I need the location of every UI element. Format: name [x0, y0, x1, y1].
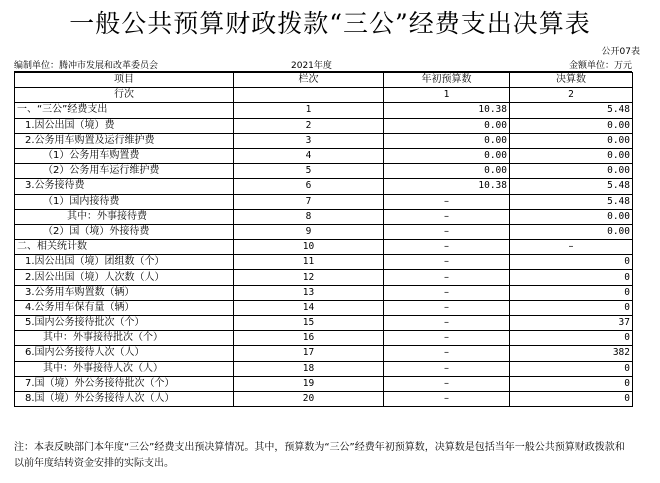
header-item: 项目: [15, 73, 234, 88]
table-row: [15, 164, 633, 179]
row-budget: –: [384, 300, 510, 315]
row-line: 9: [234, 224, 384, 239]
table-row: [15, 300, 633, 315]
row-item: 其中：外事接待批次（个）: [15, 331, 234, 346]
row-item: 3.公务用车购置数（辆）: [15, 285, 234, 300]
expenditure-table: [14, 72, 633, 407]
row-final: 0.00: [510, 209, 633, 224]
row-line: 19: [234, 376, 384, 391]
row-budget: –: [384, 361, 510, 376]
row-final: 0.00: [510, 133, 633, 148]
row-budget: 0.00: [384, 148, 510, 163]
table-row: [15, 133, 633, 148]
row-item: （1）国内接待费: [15, 194, 234, 209]
row-budget: –: [384, 391, 510, 406]
row-line: 2: [234, 118, 384, 133]
row-item: 8.国（境）外公务接待人次（人）: [15, 391, 234, 406]
subheader-item: 行次: [15, 88, 234, 103]
row-item: 1.因公出国（境）费: [15, 118, 234, 133]
row-line: 6: [234, 179, 384, 194]
table-row: [15, 148, 633, 163]
row-line: 8: [234, 209, 384, 224]
report-year: 2021年度: [291, 61, 332, 71]
row-item: 1.因公出国（境）团组数（个）: [15, 255, 234, 270]
table-row: [15, 224, 633, 239]
table-row: [15, 240, 633, 255]
row-final: 0: [510, 300, 633, 315]
row-final: 0: [510, 376, 633, 391]
row-final: 0.00: [510, 164, 633, 179]
row-item: 2.公务用车购置及运行维护费: [15, 133, 234, 148]
table-row: [15, 270, 633, 285]
table-row: [15, 209, 633, 224]
row-line: 18: [234, 361, 384, 376]
compiling-unit: 编制单位：腾冲市发展和改革委员会: [14, 61, 159, 71]
table-note: 注：本表反映部门本年度“三公”经费支出预决算情况。其中，预算数为“三公”经费年初预算数，决算数是包括当年一般公共预算财政拨款和以前年度结转资金安排的实际支出。: [14, 442, 625, 469]
row-item: 3.公务接待费: [15, 179, 234, 194]
row-item: 5.国内公务接待批次（个）: [15, 316, 234, 331]
row-budget: 10.38: [384, 103, 510, 118]
row-line: 1: [234, 103, 384, 118]
table-row: [15, 376, 633, 391]
row-final: 0: [510, 270, 633, 285]
header-final: 决算数: [510, 73, 633, 88]
row-item: 6.国内公务接待人次（人）: [15, 346, 234, 361]
row-budget: 0.00: [384, 164, 510, 179]
row-item: 7.国（境）外公务接待批次（个）: [15, 376, 234, 391]
row-final: 37: [510, 316, 633, 331]
table-row: [15, 316, 633, 331]
row-line: 15: [234, 316, 384, 331]
table-row: [15, 391, 633, 406]
subheader-line: [234, 88, 384, 103]
row-budget: –: [384, 270, 510, 285]
row-item: 2.因公出国（境）人次数（人）: [15, 270, 234, 285]
row-final: 0: [510, 391, 633, 406]
table-row: [15, 361, 633, 376]
table-row: [15, 346, 633, 361]
row-budget: –: [384, 285, 510, 300]
row-final: 0: [510, 255, 633, 270]
row-final: 382: [510, 346, 633, 361]
row-line: 12: [234, 270, 384, 285]
table-subheader-row: [15, 88, 633, 103]
table-row: [15, 255, 633, 270]
row-budget: –: [384, 209, 510, 224]
table-row: [15, 118, 633, 133]
row-final: –: [510, 240, 633, 255]
table-row: [15, 103, 633, 118]
row-item: 其中：外事接待人次（人）: [15, 361, 234, 376]
row-item: （2）公务用车运行维护费: [15, 164, 234, 179]
row-item: 二、相关统计数: [15, 240, 234, 255]
form-number: 公开07表: [601, 47, 640, 57]
row-item: 一、“三公”经费支出: [15, 103, 234, 118]
row-final: 0.00: [510, 148, 633, 163]
row-final: 0: [510, 331, 633, 346]
row-final: 0.00: [510, 118, 633, 133]
row-item: 4.公务用车保有量（辆）: [15, 300, 234, 315]
row-final: 5.48: [510, 103, 633, 118]
row-budget: –: [384, 255, 510, 270]
row-line: 10: [234, 240, 384, 255]
row-item: 其中：外事接待费: [15, 209, 234, 224]
report-meta: [14, 57, 632, 72]
table-header-row: [15, 73, 633, 88]
money-unit: 金额单位：万元: [568, 61, 632, 71]
row-budget: 10.38: [384, 179, 510, 194]
row-line: 4: [234, 148, 384, 163]
row-budget: –: [384, 346, 510, 361]
subheader-final: 2: [510, 88, 633, 103]
row-line: 11: [234, 255, 384, 270]
table-row: [15, 331, 633, 346]
table-row: [15, 285, 633, 300]
row-line: 3: [234, 133, 384, 148]
row-item: （1）公务用车购置费: [15, 148, 234, 163]
row-line: 5: [234, 164, 384, 179]
row-budget: –: [384, 331, 510, 346]
row-line: 16: [234, 331, 384, 346]
row-line: 14: [234, 300, 384, 315]
subheader-budget: 1: [384, 88, 510, 103]
table-row: [15, 179, 633, 194]
row-final: 5.48: [510, 179, 633, 194]
row-budget: –: [384, 240, 510, 255]
table-row: [15, 194, 633, 209]
row-line: 13: [234, 285, 384, 300]
header-line: 栏次: [234, 73, 384, 88]
row-line: 17: [234, 346, 384, 361]
row-final: 5.48: [510, 194, 633, 209]
row-budget: 0.00: [384, 118, 510, 133]
row-final: 0.00: [510, 224, 633, 239]
row-budget: –: [384, 376, 510, 391]
row-final: 0: [510, 285, 633, 300]
row-budget: –: [384, 194, 510, 209]
row-final: 0: [510, 361, 633, 376]
row-item: （2）国（境）外接待费: [15, 224, 234, 239]
row-line: 20: [234, 391, 384, 406]
row-budget: –: [384, 224, 510, 239]
header-budget: 年初预算数: [384, 73, 510, 88]
row-budget: –: [384, 316, 510, 331]
row-line: 7: [234, 194, 384, 209]
row-budget: 0.00: [384, 133, 510, 148]
page-title: 一般公共预算财政拨款“三公”经费支出决算表: [69, 9, 591, 38]
